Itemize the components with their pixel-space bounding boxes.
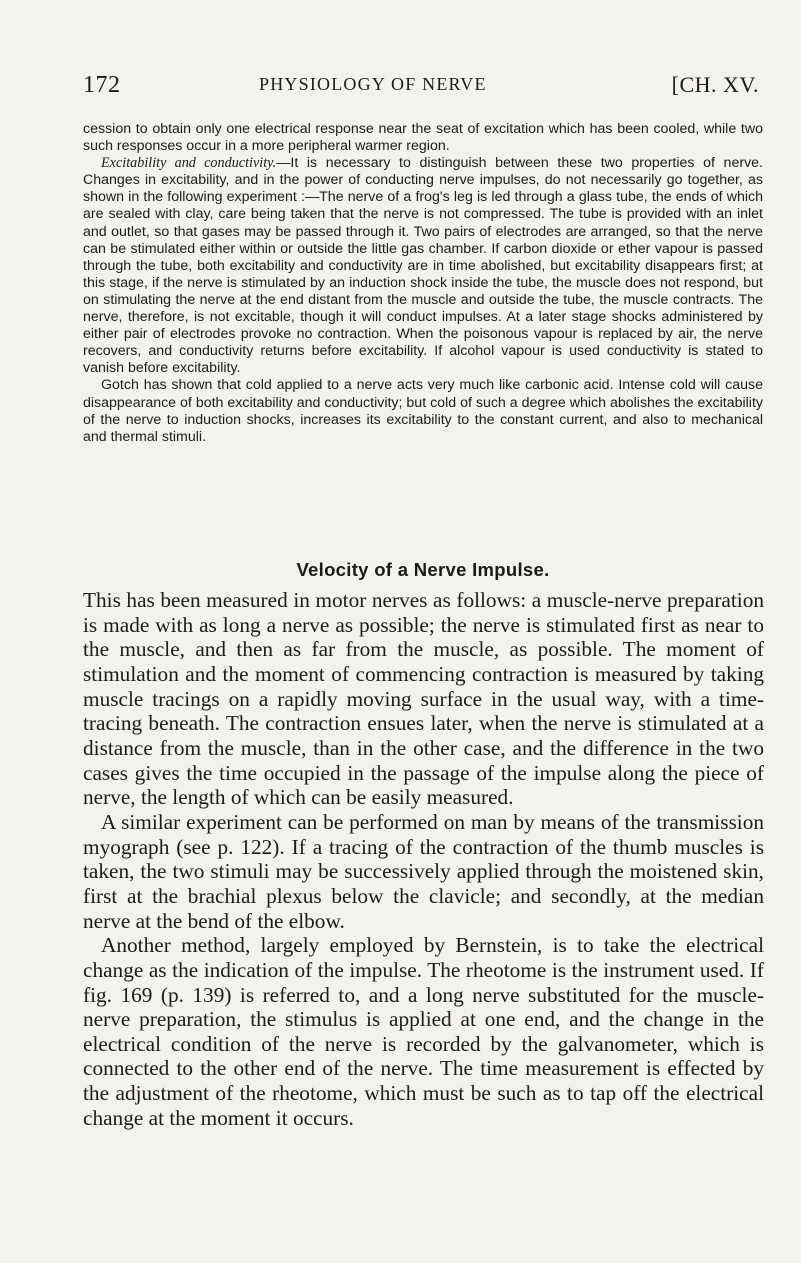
paragraph-text: —It is necessary to distinguish between these two properties of nerve. Changes in excitability, and in the power of conducting nerve impulses, do not necessarily go together, as shown in the following experiment :—The nerve of a frog's leg is led through a glass tube, the ends of which are sealed with clay, care being taken that the nerve is not compressed. The tube is provided with an inlet and outlet, so that gases may be passed through it. Two pairs of electrodes are arranged, so that the nerve can be stimulated either within or outside the little gas chamber. If carbon dioxide or ether vapour is passed through the tube, both excitability and conductivity are in time abolished, but excitability disappears first; at this stage, if the nerve is stimulated by an induction shock inside the tube, the muscle does not respond, but on stimulating the nerve at the end distant from the muscle and outside the tube, the muscle contracts. The nerve, therefore, is not excitable, though it will conduct impulses. At a later stage shocks administered by either pair of electrodes provoke no contraction. When the poisonous vapour is replaced by air, the nerve recovers, and conductivity returns before excitability. If alcohol vapour is used conductivity is stated to vanish before excitability. [83, 155, 763, 377]
section-heading: Velocity of a Nerve Impulse. [296, 559, 550, 580]
paragraph: Another method, largely employed by Bernstein, is to take the electrical change as the indication of the impulse. The rheotome is the instrument used. If fig. 169 (p. 139) is referred to, and a long nerve substituted for the muscle-nerve preparation, the stimulus is applied at one end, and the change in the electrical condition of the nerve is recorded by the galvanometer, which is connected to the other end of the nerve. The time measurement is effected by the adjustment of the rheotome, which must be such as to tap off the electrical change at the moment it occurs. [83, 933, 764, 1130]
running-header [83, 72, 763, 102]
running-title: PHYSIOLOGY OF NERVE [259, 74, 487, 94]
paragraph: This has been measured in motor nerves as follows: a muscle-nerve preparation is made with as long a nerve as possible; the nerve is stimulated first as near to the muscle, and then as far from the muscle, as possible. The moment of stimulation and the moment of commencing contraction is measured by taking muscle tracings on a rapidly moving surface in the usual way, with a time-tracing beneath. The contraction ensues later, when the nerve is stimulated at a distance from the muscle, than in the other case, and the difference in the two cases gives the time occupied in the passage of the impulse along the piece of nerve, the length of which can be easily measured. [83, 588, 764, 810]
paragraph: A similar experiment can be performed on man by means of the transmission myograph (see p. 122). If a tracing of the contraction of the thumb muscles is taken, the two stimuli may be successively applied through the moistened skin, first at the brachial plexus below the clavicle; and secondly, at the median nerve at the bend of the elbow. [83, 809, 764, 933]
page-number: 172 [83, 72, 121, 98]
paragraph: Gotch has shown that cold applied to a nerve acts very much like carbonic acid. Intense cold will cause disappearance of both excitability and conductivity; but cold of such a degree which abolishes the excitability of the nerve to induction shocks, increases its excitability to the constant current, and also to mechanical and thermal stimuli. [83, 377, 763, 445]
chapter-marker: [CH. XV. [671, 72, 759, 97]
main-text-section [83, 588, 764, 1130]
small-print-section [83, 121, 763, 446]
italic-subheading: Excitability and conductivity. [101, 155, 277, 172]
paragraph [83, 155, 763, 377]
paragraph: cession to obtain only one electrical response near the seat of excitation which has been cooled, while two such responses occur in a more peripheral warmer region. [83, 121, 763, 155]
